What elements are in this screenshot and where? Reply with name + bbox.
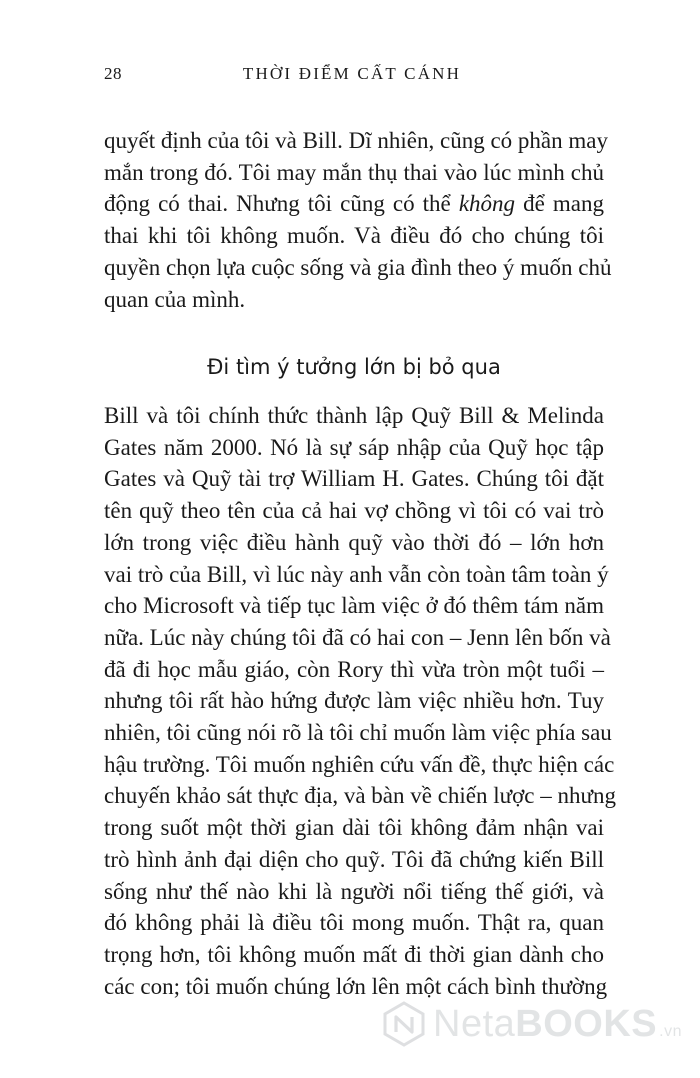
text-line: quyền chọn lựa cuộc sống và gia đình theo ý muốn chủ: [104, 254, 612, 280]
text-line: quyết định của tôi và Bill. Dĩ nhiên, cũng có phần may: [104, 128, 608, 153]
watermark-suffix: .vn: [659, 1022, 682, 1040]
text-line: trò hình ảnh đại diện cho quỹ. Tôi đã chứng kiến Bill: [104, 846, 604, 872]
text-line: cho Microsoft và tiếp tục làm việc ở đó thêm tám năm: [104, 593, 604, 619]
text-line: mắn trong đó. Tôi may mắn thụ thai vào lúc mình chủ: [104, 159, 604, 185]
watermark-name-light: Neta: [433, 1002, 516, 1045]
running-title: THỜI ĐIỂM CẤT CÁNH: [242, 64, 462, 83]
emphasis-text: không: [458, 191, 516, 217]
text-line: thai khi tôi không muốn. Và điều đó cho chúng tôi: [104, 223, 604, 249]
text-line: Bill và tôi chính thức thành lập Quỹ Bill & Melinda: [104, 403, 604, 428]
text-line: nhưng tôi rất hào hứng được làm việc nhiều hơn. Tuy: [104, 688, 604, 714]
page-header: [104, 62, 600, 92]
watermark-name-bold: BOOKS: [515, 1002, 658, 1045]
text-line: [104, 188, 604, 220]
publisher-watermark: [381, 996, 682, 1052]
text-line: trọng hơn, tôi không muốn mất đi thời gian dành cho: [104, 941, 604, 967]
text-line: các con; tôi muốn chúng lớn lên một cách bình thường: [104, 973, 608, 999]
text-line: tên quỹ theo tên của cả hai vợ chồng vì tôi có vai trò: [104, 498, 604, 524]
text-line: Gates và Quỹ tài trợ William H. Gates. Chúng tôi đặt: [104, 466, 604, 492]
page-number: 28: [104, 64, 122, 83]
text-line: sống như thế nào khi là người nổi tiếng thế giới, và: [104, 878, 604, 904]
text-line: nữa. Lúc này chúng tôi đã có hai con – Jenn lên bốn và: [104, 624, 611, 650]
paragraph-2: [104, 400, 616, 1002]
text-line: đó không phải là điều tôi mong muốn. Thật ra, quan: [104, 910, 604, 936]
watermark-text: [433, 1003, 682, 1046]
neta-logo-icon: [381, 1001, 427, 1047]
text-line: nhiên, tôi cũng nói rõ là tôi chỉ muốn làm việc phía sau: [104, 720, 612, 746]
text-line: Gates năm 2000. Nó là sự sáp nhập của Quỹ học tập: [104, 434, 604, 460]
text-run: để mang: [515, 191, 604, 217]
text-run: động có thai. Nhưng tôi cũng có thể: [104, 191, 459, 217]
text-line: quan của mình.: [104, 286, 246, 312]
text-line: đã đi học mẫu giáo, còn Rory thì vừa tròn một tuổi –: [104, 656, 604, 682]
text-line: trong suốt một thời gian dài tôi không đảm nhận vai: [104, 815, 604, 841]
section-heading: Đi tìm ý tưởng lớn bị bỏ qua: [207, 355, 501, 379]
paragraph-1: [104, 125, 612, 315]
text-line: chuyến khảo sát thực địa, và bàn về chiến lược – nhưng: [104, 783, 616, 809]
text-line: hậu trường. Tôi muốn nghiên cứu vấn đề, thực hiện các: [104, 751, 615, 777]
text-line: vai trò của Bill, vì lúc này anh vẫn còn toàn tâm toàn ý: [104, 561, 609, 587]
text-line: lớn trong việc điều hành quỹ vào thời đó – lớn hơn: [104, 529, 604, 555]
